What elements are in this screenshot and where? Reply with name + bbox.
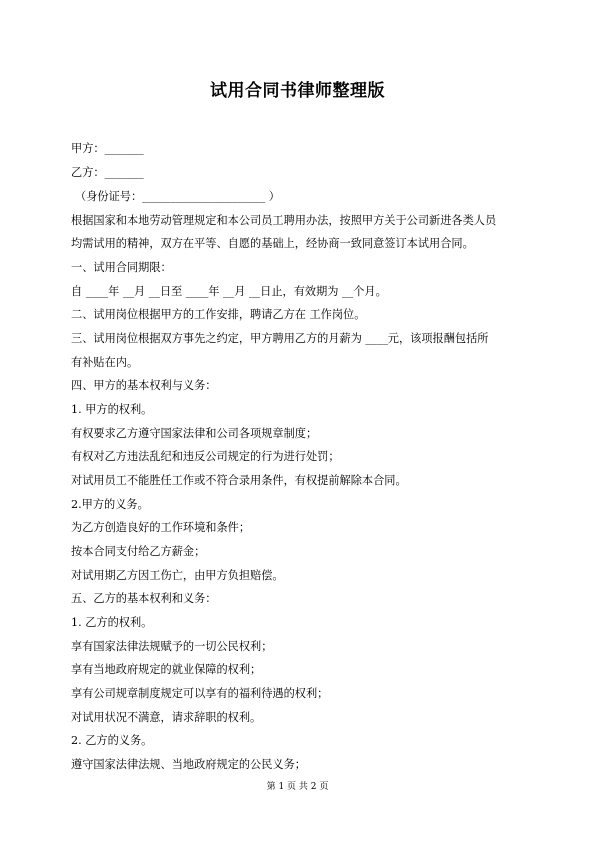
body-paragraph-line: 享有当地政府规定的就业保障的权利；: [71, 663, 262, 676]
body-paragraph-line: 享有公司规章制度规定可以享有的福利待遇的权利；: [71, 687, 329, 700]
page-number-footer: 第 1 页 共 2 页: [266, 782, 329, 792]
body-paragraph-line: 对试用期乙方因工伤亡，由甲方负担赔偿。: [71, 569, 284, 582]
body-paragraph-line: 均需试用的精神，双方在平等、自愿的基础上，经协商一致同意签订本试用合同。: [71, 237, 474, 250]
section-heading: 一、试用合同期限：: [71, 261, 172, 274]
section-heading: 四、甲方的基本权利与义务：: [71, 379, 217, 392]
body-paragraph-line: 三、试用岗位根据双方事先之约定，甲方聘用乙方的月薪为 ____元，该项报酬包括所: [71, 332, 489, 345]
party-a-line: 甲方：_______: [71, 142, 144, 155]
body-paragraph-line: 遵守国家法律法规、当地政府规定的公民义务；: [71, 758, 306, 771]
body-paragraph-line: 二、试用岗位根据甲方的工作安排，聘请乙方在 工作岗位。: [71, 308, 366, 321]
section-heading: 五、乙方的基本权利和义务：: [71, 592, 217, 605]
subsection-heading: 1. 乙方的权利。: [71, 616, 153, 629]
subsection-heading: 2. 乙方的义务。: [71, 734, 153, 747]
body-paragraph-line: 有权对乙方违法乱纪和违反公司规定的行为进行处罚；: [71, 450, 340, 463]
document-title: 试用合同书律师整理版: [210, 81, 385, 101]
body-paragraph-line: 为乙方创造良好的工作环境和条件；: [71, 521, 251, 534]
id-number-line: （身份证号：______________________ ）: [75, 190, 280, 203]
body-paragraph-line: 有权要求乙方遵守国家法律和公司各项规章制度；: [71, 427, 318, 440]
body-paragraph-line: 对试用员工不能胜任工作或不符合录用条件，有权提前解除本合同。: [71, 474, 407, 487]
body-paragraph-line: 根据国家和本地劳动管理规定和本公司员工聘用办法，按照甲方关于公司新进各类人员: [71, 214, 497, 227]
body-paragraph-line: 有补贴在内。: [71, 356, 139, 369]
body-paragraph-line: 享有国家法律法规赋予的一切公民权利；: [71, 640, 273, 653]
body-paragraph-line: 对试用状况不满意，请求辞职的权利。: [71, 711, 262, 724]
party-b-line: 乙方：_______: [71, 166, 144, 179]
body-paragraph-line: 自 ____年 __月 __日至 ____年 __月 __日止，有效期为 __个月。: [71, 285, 387, 298]
subsection-heading: 1. 甲方的权利。: [71, 403, 153, 416]
body-paragraph-line: 按本合同支付给乙方薪金；: [71, 545, 206, 558]
subsection-heading: 2.甲方的义务。: [71, 498, 149, 511]
